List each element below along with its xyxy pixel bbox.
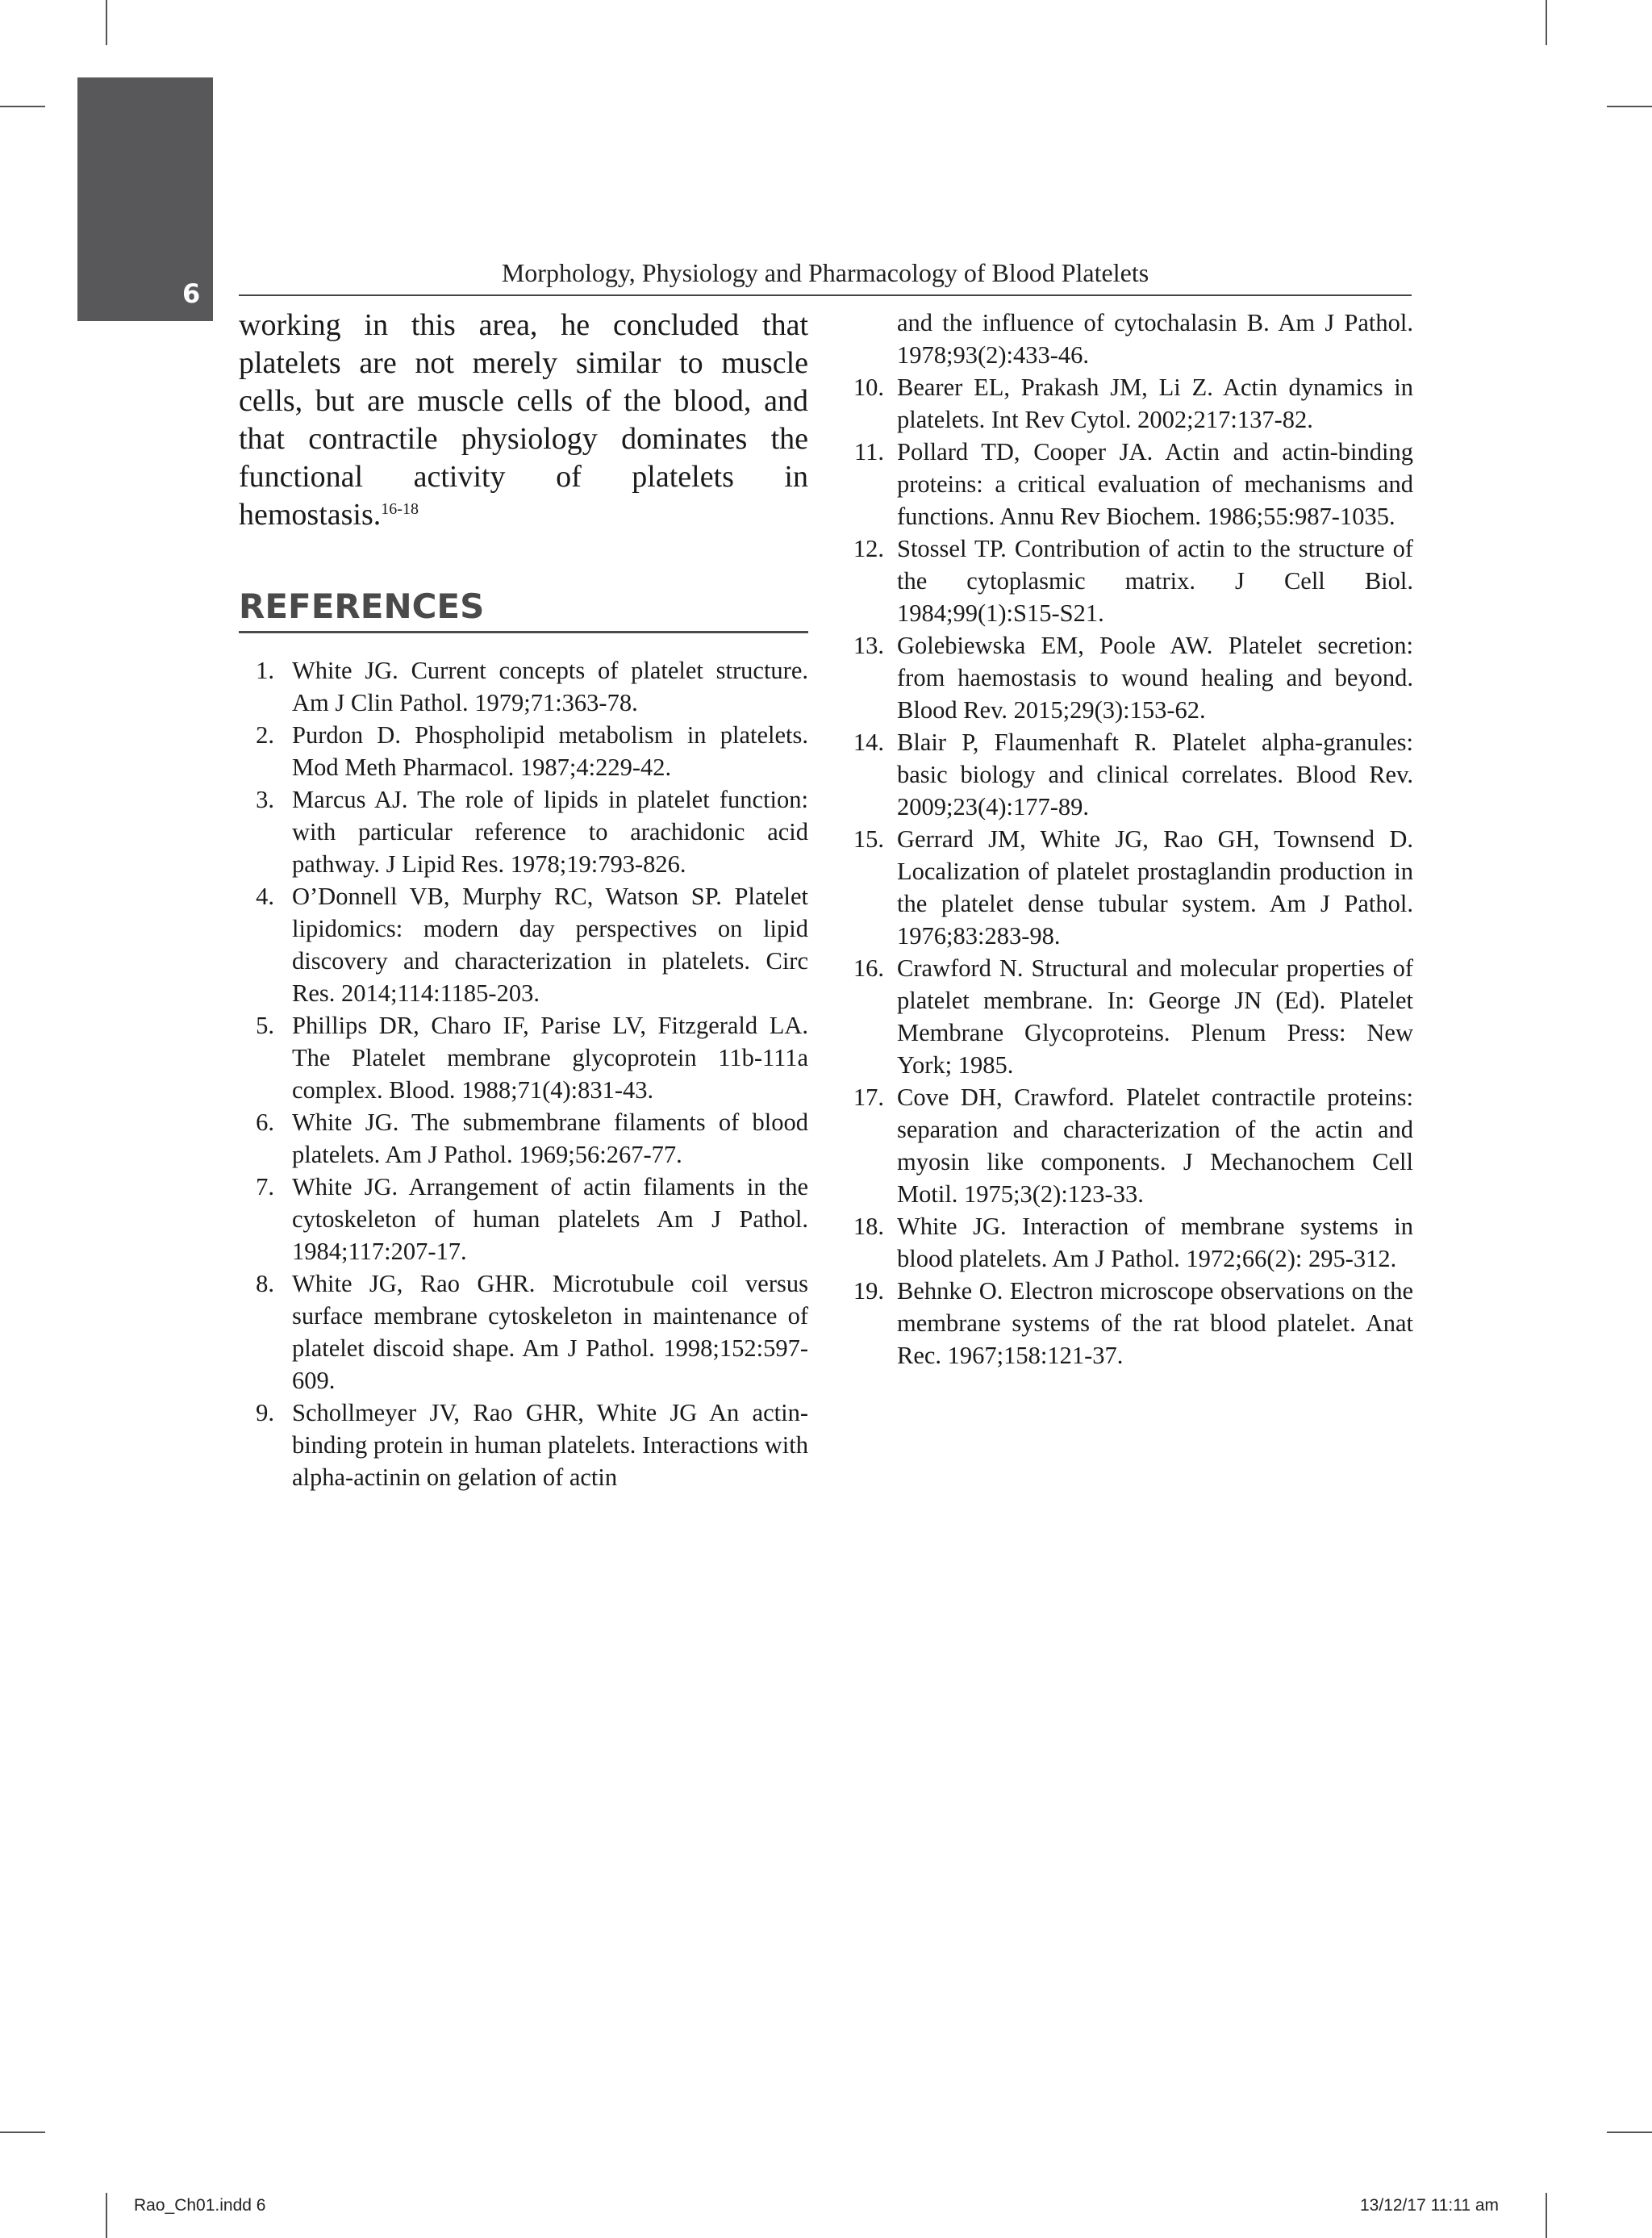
reference-text: Crawford N. Structural and molecular properties of platelet membrane. In: George JN (Ed). Platelet Membrane Glycoproteins. Plenum Press: New York; 1985. bbox=[897, 954, 1413, 1079]
reference-number: 8. bbox=[256, 1270, 274, 1297]
reference-item bbox=[845, 1275, 1413, 1372]
right-column bbox=[845, 307, 1413, 1372]
reference-item bbox=[239, 719, 808, 783]
reference-number: 15. bbox=[853, 825, 884, 853]
citation-superscript: 16-18 bbox=[381, 500, 419, 518]
reference-number: 18. bbox=[853, 1213, 884, 1240]
reference-item bbox=[845, 629, 1413, 726]
reference-number: 14. bbox=[853, 729, 884, 756]
crop-mark bbox=[1607, 2132, 1652, 2133]
reference-number: 5. bbox=[256, 1012, 274, 1039]
reference-text: White JG. The submembrane filaments of blood platelets. Am J Pathol. 1969;56:267-77. bbox=[292, 1109, 808, 1168]
running-head: Morphology, Physiology and Pharmacology of Blood Platelets bbox=[501, 258, 1149, 287]
reference-text: Schollmeyer JV, Rao GHR, White JG An actin-binding protein in human platelets. Interactions with alpha-actinin on gelation of actin bbox=[292, 1399, 808, 1491]
reference-number: 7. bbox=[256, 1173, 274, 1200]
reference-number: 2. bbox=[256, 721, 274, 749]
reference-number: 13. bbox=[853, 632, 884, 659]
crop-mark bbox=[106, 2193, 107, 2238]
reference-text: Phillips DR, Charo IF, Parise LV, Fitzgerald LA. The Platelet membrane glycoprotein 11b-111a complex. Blood. 1988;71(4):831-43. bbox=[292, 1012, 808, 1104]
reference-item bbox=[845, 371, 1413, 436]
reference-number: 9. bbox=[256, 1399, 274, 1426]
reference-text: Bearer EL, Prakash JM, Li Z. Actin dynamics in platelets. Int Rev Cytol. 2002;217:137-82. bbox=[897, 374, 1413, 433]
reference-item bbox=[239, 1009, 808, 1106]
reference-number: 11. bbox=[854, 438, 884, 466]
reference-text: White JG. Current concepts of platelet structure. Am J Clin Pathol. 1979;71:363-78. bbox=[292, 657, 808, 716]
reference-item bbox=[845, 1081, 1413, 1210]
reference-item bbox=[845, 436, 1413, 532]
reference-text: Gerrard JM, White JG, Rao GH, Townsend D. Localization of platelet prostaglandin production in the platelet dense tubular system. Am J Pathol. 1976;83:283-98. bbox=[897, 825, 1413, 950]
reference-number: 6. bbox=[256, 1109, 274, 1136]
left-column bbox=[239, 307, 808, 1493]
reference-text: O’Donnell VB, Murphy RC, Watson SP. Platelet lipidomics: modern day perspectives on lipid discovery and characterization in platelets. Circ Res. 2014;114:1185-203. bbox=[292, 883, 808, 1007]
reference-item bbox=[845, 823, 1413, 952]
crop-mark bbox=[1546, 2193, 1547, 2238]
body-paragraph: working in this area, he concluded that platelets are not merely similar to muscle cells, but are muscle cells of the blood, and that contractile physiology dominates the functional activity of platelets in hemostasis.$^{16-18}$ bbox=[239, 308, 808, 532]
reference-item bbox=[239, 1171, 808, 1267]
reference-list bbox=[845, 371, 1413, 1372]
crop-mark bbox=[1546, 0, 1547, 45]
page-number: 6 bbox=[182, 278, 201, 309]
reference-number: 3. bbox=[256, 786, 274, 813]
reference-list bbox=[239, 654, 808, 1493]
reference-number: 4. bbox=[256, 883, 274, 910]
reference-text: Marcus AJ. The role of lipids in platelet function: with particular reference to arachidonic acid pathway. J Lipid Res. 1978;19:793-826. bbox=[292, 786, 808, 878]
reference-text: White JG. Arrangement of actin filaments in the cytoskeleton of human platelets Am J Pathol. 1984;117:207-17. bbox=[292, 1173, 808, 1265]
reference-item bbox=[845, 952, 1413, 1081]
reference-item bbox=[239, 783, 808, 880]
reference-number: 16. bbox=[853, 954, 884, 982]
crop-mark bbox=[106, 0, 107, 45]
footer-timestamp: 13/12/17 11:11 am bbox=[1360, 2196, 1500, 2215]
reference-item bbox=[845, 532, 1413, 629]
reference-item bbox=[239, 880, 808, 1009]
reference-text: Purdon D. Phospholipid metabolism in platelets. Mod Meth Pharmacol. 1987;4:229-42. bbox=[292, 721, 808, 781]
reference-item bbox=[239, 1397, 808, 1493]
reference-text: Behnke O. Electron microscope observations on the membrane systems of the rat blood platelet. Anat Rec. 1967;158:121-37. bbox=[897, 1277, 1413, 1369]
reference-text: Pollard TD, Cooper JA. Actin and actin-binding proteins: a critical evaluation of mechanisms and functions. Annu Rev Biochem. 1986;55:987-1035. bbox=[897, 438, 1413, 530]
reference-number: 17. bbox=[853, 1084, 884, 1111]
crop-mark bbox=[0, 106, 45, 107]
reference-text: White JG. Interaction of membrane systems in blood platelets. Am J Pathol. 1972;66(2): 295-312. bbox=[897, 1213, 1413, 1272]
crop-mark bbox=[1607, 106, 1652, 107]
footer-file-slug: Rao_Ch01.indd 6 bbox=[134, 2196, 266, 2215]
reference-item bbox=[239, 1267, 808, 1397]
crop-mark bbox=[0, 2132, 45, 2133]
reference-continuation: and the influence of cytochalasin B. Am J Pathol. 1978;93(2):433-46. bbox=[897, 309, 1413, 369]
reference-item bbox=[845, 1210, 1413, 1275]
reference-item bbox=[845, 726, 1413, 823]
reference-item bbox=[239, 654, 808, 719]
reference-text: Stossel TP. Contribution of actin to the structure of the cytoplasmic matrix. J Cell Biol. 1984;99(1):S15-S21. bbox=[897, 535, 1413, 627]
reference-number: 10. bbox=[853, 374, 884, 401]
reference-item bbox=[239, 1106, 808, 1171]
reference-number: 12. bbox=[853, 535, 884, 562]
header-divider bbox=[239, 294, 1412, 296]
reference-text: White JG, Rao GHR. Microtubule coil versus surface membrane cytoskeleton in maintenance of platelet discoid shape. Am J Pathol. 1998;152:597-609. bbox=[292, 1270, 808, 1394]
reference-number: 19. bbox=[853, 1277, 884, 1305]
reference-text: Blair P, Flaumenhaft R. Platelet alpha-granules: basic biology and clinical correlates. Blood Rev. 2009;23(4):177-89. bbox=[897, 729, 1413, 820]
references-heading: REFERENCES bbox=[239, 587, 485, 626]
reference-number: 1. bbox=[256, 657, 274, 684]
references-rule bbox=[239, 631, 808, 633]
reference-text: Golebiewska EM, Poole AW. Platelet secretion: from haemostasis to wound healing and beyond. Blood Rev. 2015;29(3):153-62. bbox=[897, 632, 1413, 724]
reference-text: Cove DH, Crawford. Platelet contractile proteins: separation and characterization of the actin and myosin like components. J Mechanochem Cell Motil. 1975;3(2):123-33. bbox=[897, 1084, 1413, 1208]
